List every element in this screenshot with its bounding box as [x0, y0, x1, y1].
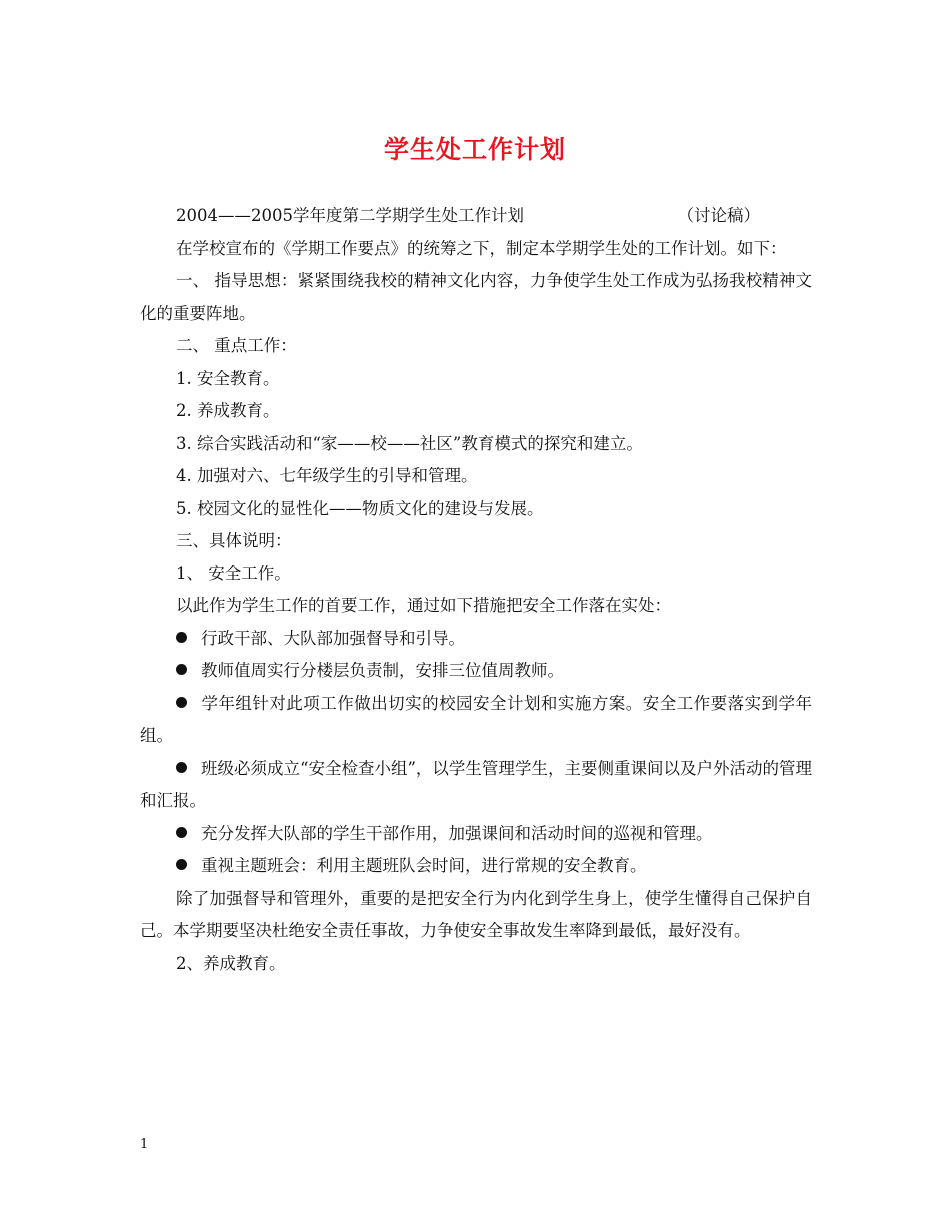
subsection-1-intro: 以此作为学生工作的首要工作，通过如下措施把安全工作落在实处： [176, 596, 671, 615]
header-line-right: （讨论稿） [677, 206, 760, 225]
page-number: 1 [140, 1137, 149, 1152]
bullet-item [140, 688, 812, 753]
header-line [140, 200, 812, 233]
header-line-left: 2004——2005学年度第二学期学生处工作计划 [176, 206, 524, 225]
key-item: 4. 加强对六、七年级学生的引导和管理。 [176, 466, 478, 485]
bullet-item [140, 753, 812, 818]
bullet-item [140, 655, 812, 688]
bullet-icon [176, 664, 187, 675]
subsection-1-title: 1、 安全工作。 [176, 563, 291, 583]
document-body [140, 200, 812, 980]
bullet-icon [176, 827, 187, 838]
closing-paragraph: 除了加强督导和管理外，重要的是把安全行为内化到学生身上，使学生懂得自己保护自己。本学期要坚决杜绝安全责任事故，力争使安全事故发生率降到最低，最好没有。 [140, 888, 812, 940]
bullet-item [140, 850, 812, 883]
bullet-icon [176, 632, 187, 643]
bullet-icon [176, 762, 187, 773]
section-2-title: 二、 重点工作： [176, 336, 297, 355]
bullet-item [140, 623, 812, 656]
bullet-text: 行政干部、大队部加强督导和引导。 [201, 628, 465, 648]
bullet-item [140, 818, 812, 851]
key-item: 2. 养成教育。 [176, 401, 280, 420]
bullet-text: 学年组针对此项工作做出切实的校园安全计划和实施方案。安全工作要落实到学年组。 [140, 693, 812, 745]
key-item: 5. 校园文化的显性化——物质文化的建设与发展。 [176, 498, 544, 518]
bullet-icon [176, 697, 187, 708]
section-1-paragraph: 一、 指导思想：紧紧围绕我校的精神文化内容，力争使学生处工作成为弘扬我校精神文化的重要阵地。 [140, 271, 812, 323]
key-item: 3. 综合实践活动和“家——校——社区”教育模式的探究和建立。 [176, 433, 643, 453]
subsection-2-title: 2、养成教育。 [176, 953, 286, 973]
document-title: 学生处工作计划 [383, 135, 566, 164]
bullet-text: 充分发挥大队部的学生干部作用，加强课间和活动时间的巡视和管理。 [201, 823, 713, 843]
section-3-title: 三、具体说明： [176, 531, 292, 550]
bullet-text: 教师值周实行分楼层负责制，安排三位值周教师。 [201, 661, 564, 680]
bullet-text: 班级必须成立“安全检查小组”，以学生管理学生，主要侧重课间以及户外活动的管理和汇报。 [140, 758, 812, 810]
bullet-icon [176, 859, 187, 870]
key-item: 1. 安全教育。 [176, 368, 280, 388]
bullet-text: 重视主题班会：利用主题班队会时间，进行常规的安全教育。 [201, 856, 647, 875]
intro-paragraph: 在学校宣布的《学期工作要点》的统筹之下，制定本学期学生处的工作计划。如下： [176, 238, 787, 258]
